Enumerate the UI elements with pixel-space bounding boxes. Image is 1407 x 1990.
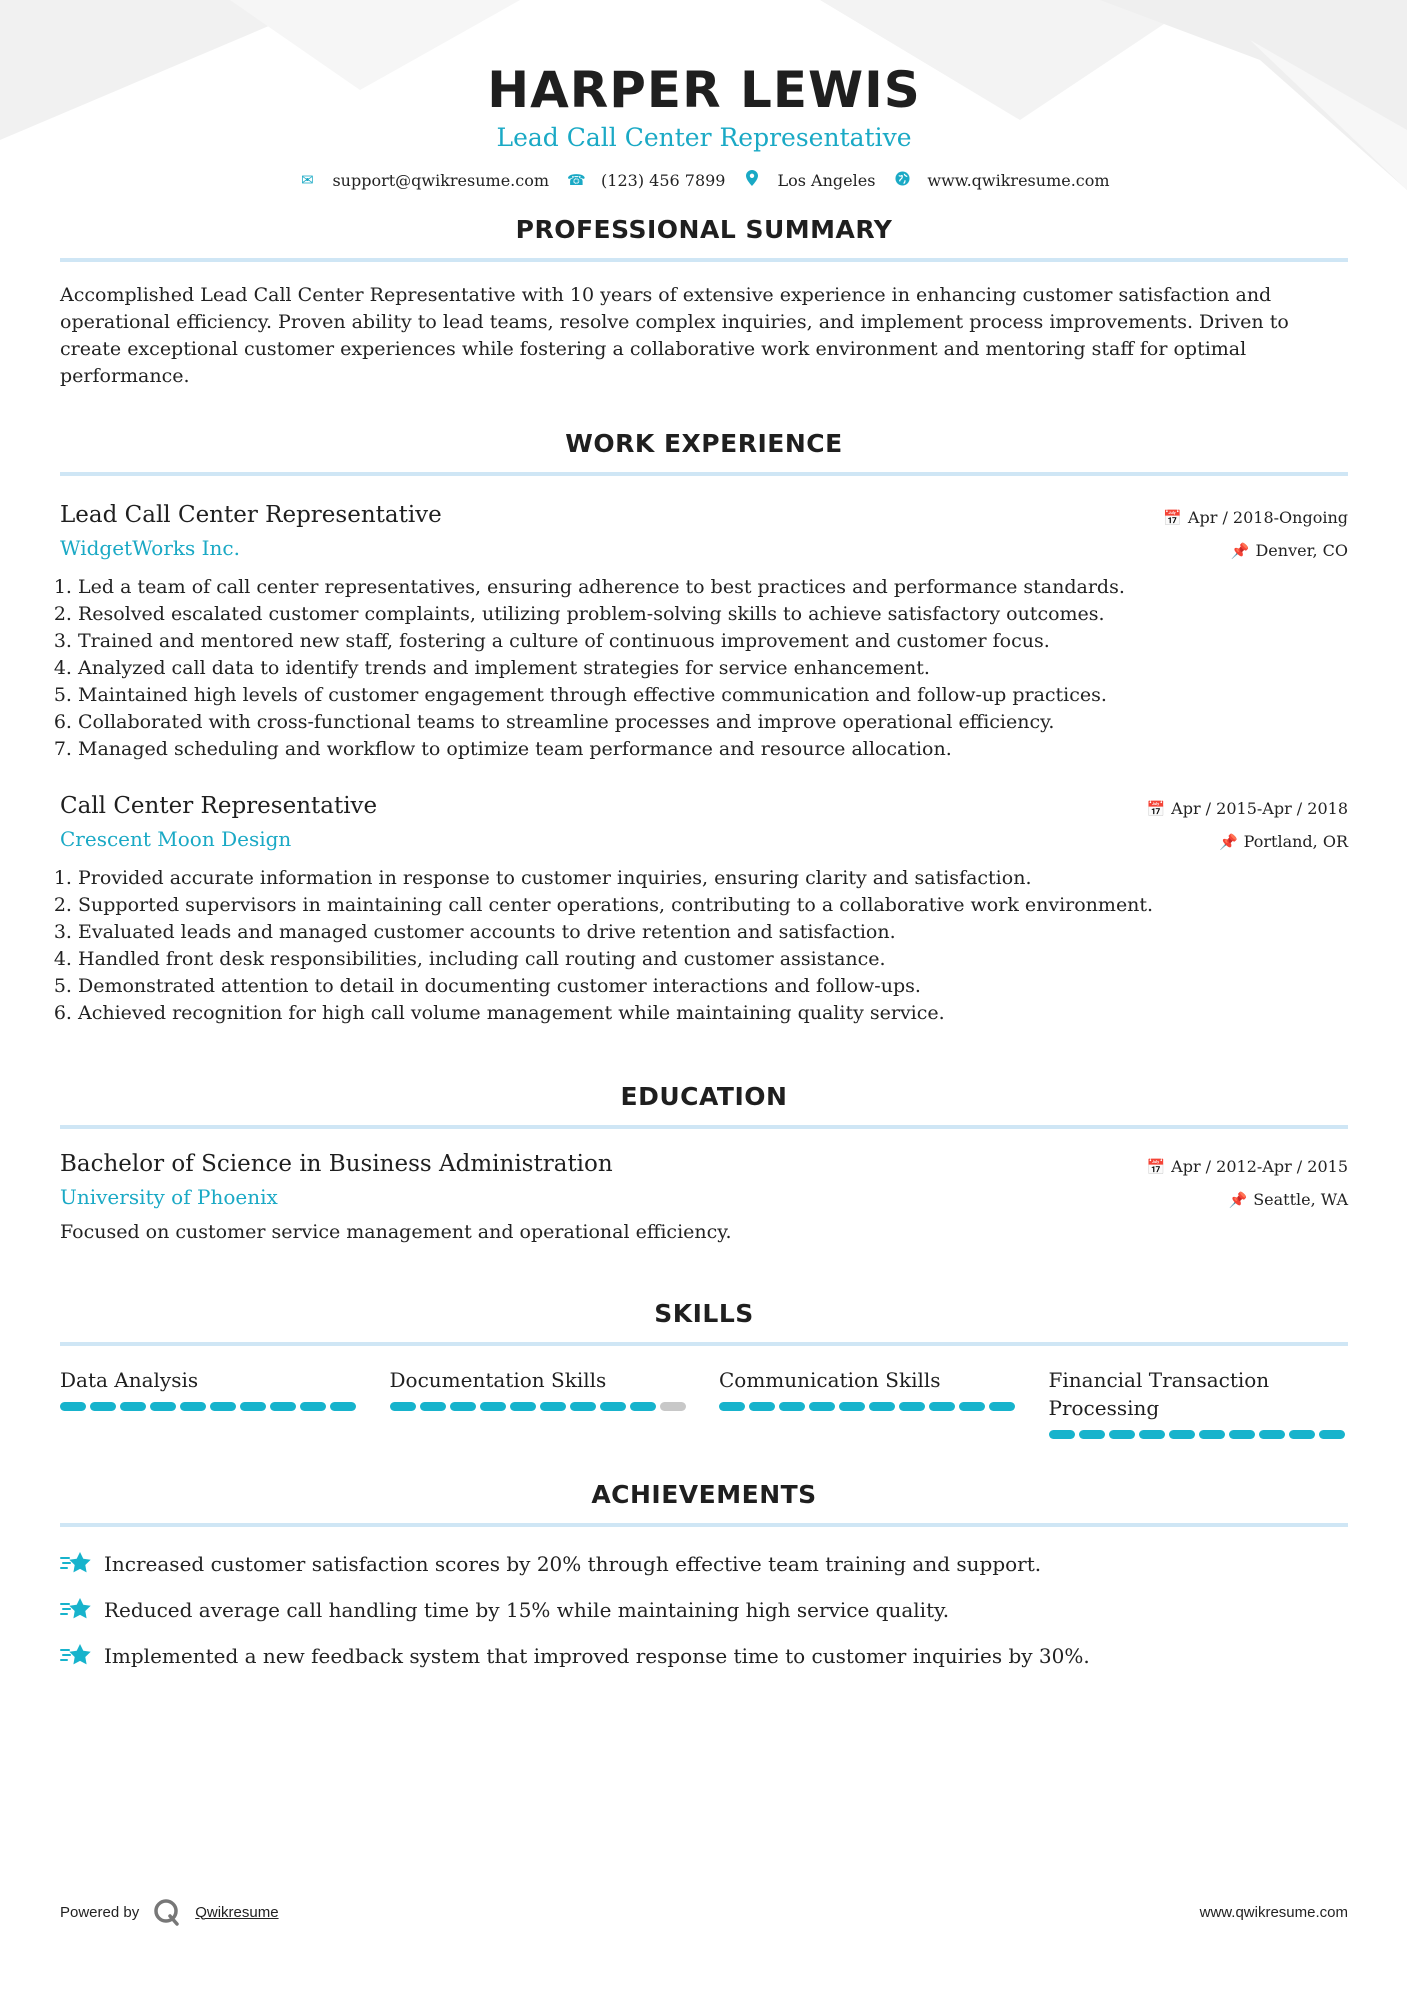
skill-segment-filled: [899, 1402, 925, 1411]
page-footer: [60, 1898, 1348, 1926]
skill-segment-filled: [270, 1402, 296, 1411]
contact-phone[interactable]: [567, 171, 725, 190]
skill-segment-filled: [1109, 1430, 1135, 1439]
skill-level-bar: [719, 1402, 1019, 1411]
skill-segment-filled: [1289, 1430, 1315, 1439]
achievement-item: [60, 1641, 1348, 1671]
skill-item: [60, 1366, 360, 1439]
skill-segment-filled: [540, 1402, 566, 1411]
duty-item: 3. Evaluated leads and managed customer accounts to drive retention and satisfaction.: [78, 919, 1348, 946]
brand-link[interactable]: Qwikresume: [195, 1903, 279, 1921]
company-name: WidgetWorks Inc.: [60, 536, 240, 560]
resume-header: [60, 0, 1348, 190]
skill-segment-filled: [600, 1402, 626, 1411]
achievement-item: [60, 1549, 1348, 1579]
location-text: Los Angeles: [777, 170, 876, 190]
skill-segment-filled: [210, 1402, 236, 1411]
star-icon: [60, 1641, 92, 1671]
skill-segment-filled: [869, 1402, 895, 1411]
location-text: Portland, OR: [1243, 832, 1348, 851]
skill-name: Communication Skills: [719, 1368, 941, 1392]
location-text: Denver, CO: [1255, 541, 1348, 560]
skill-segment-filled: [300, 1402, 326, 1411]
footer-website-link[interactable]: www.qwikresume.com: [1199, 1903, 1348, 1921]
school-name: University of Phoenix: [60, 1185, 278, 1209]
job-dates: [1163, 508, 1348, 527]
skill-segment-filled: [779, 1402, 805, 1411]
skill-segment-filled: [1169, 1430, 1195, 1439]
skill-segment-filled: [749, 1402, 775, 1411]
star-icon: [60, 1595, 92, 1625]
skill-segment-filled: [330, 1402, 356, 1411]
achievement-text: Increased customer satisfaction scores by 20% through effective team training and support.: [104, 1552, 1042, 1576]
duty-item: 2. Supported supervisors in maintaining call center operations, contributing to a collaborative work environment.: [78, 892, 1348, 919]
powered-by-label: Powered by: [60, 1903, 140, 1921]
duty-item: 3. Trained and mentored new staff, fostering a culture of continuous improvement and customer focus.: [78, 628, 1348, 655]
duty-item: 4. Handled front desk responsibilities, including call routing and customer assistance.: [78, 946, 1348, 973]
skill-segment-filled: [1319, 1430, 1345, 1439]
skill-segment-filled: [120, 1402, 146, 1411]
duty-item: 4. Analyzed call data to identify trends and implement strategies for service enhancement.: [78, 655, 1348, 682]
date-text: Apr / 2012-Apr / 2015: [1171, 1157, 1348, 1176]
contact-email[interactable]: [298, 171, 549, 190]
skill-segment-filled: [959, 1402, 985, 1411]
pushpin-icon: 📌: [1230, 541, 1250, 560]
section-divider: [60, 1523, 1348, 1527]
powered-by: [60, 1898, 279, 1926]
date-text: Apr / 2015-Apr / 2018: [1171, 799, 1348, 818]
skill-segment-filled: [180, 1402, 206, 1411]
date-text: Apr / 2018-Ongoing: [1187, 508, 1348, 527]
education-dates: [1146, 1157, 1348, 1176]
summary-heading: PROFESSIONAL SUMMARY: [515, 215, 893, 244]
summary-section: [60, 214, 1348, 390]
achievement-text: Reduced average call handling time by 15% while maintaining high service quality.: [104, 1598, 950, 1622]
skill-name: Financial Transaction Processing: [1048, 1368, 1270, 1420]
globe-icon: [893, 171, 911, 190]
skill-segment-filled: [420, 1402, 446, 1411]
education-entry: [60, 1149, 1348, 1246]
skills-section: [60, 1298, 1348, 1439]
job-entry: [60, 791, 1348, 1027]
skills-heading: SKILLS: [654, 1299, 754, 1328]
email-text: support@qwikresume.com: [332, 170, 550, 190]
skill-segment-filled: [480, 1402, 506, 1411]
contact-location: [743, 170, 875, 190]
skill-segment-filled: [1259, 1430, 1285, 1439]
duty-item: 5. Maintained high levels of customer engagement through effective communication and follow-up practices.: [78, 682, 1348, 709]
skill-segment-filled: [150, 1402, 176, 1411]
skill-segment-filled: [90, 1402, 116, 1411]
skill-segment-filled: [450, 1402, 476, 1411]
skill-segment-filled: [510, 1402, 536, 1411]
qwikresume-logo-icon: [153, 1898, 181, 1926]
job-title: Call Center Representative: [60, 793, 378, 819]
skill-level-bar: [390, 1402, 690, 1411]
contact-bar: [60, 170, 1348, 190]
skill-segment-filled: [1229, 1430, 1255, 1439]
skill-segment-filled: [989, 1402, 1015, 1411]
duty-item: 5. Demonstrated attention to detail in documenting customer interactions and follow-ups.: [78, 973, 1348, 1000]
calendar-icon: 📅: [1146, 1157, 1166, 1176]
skill-item: [1049, 1366, 1349, 1439]
skill-segment-filled: [570, 1402, 596, 1411]
education-section: [60, 1081, 1348, 1246]
skill-segment-filled: [1139, 1430, 1165, 1439]
skill-item: [719, 1366, 1019, 1439]
job-location: [1146, 832, 1348, 851]
skill-segment-filled: [1199, 1430, 1225, 1439]
summary-text: Accomplished Lead Call Center Representative with 10 years of extensive experience in enhancing customer satisfaction and operational efficiency. Proven ability to lead teams, resolve complex inquiries, and implement process improvements. Driven to create exceptional customer experiences while fostering a collaborative work environment and mentoring staff for optimal performance.: [60, 284, 1289, 387]
job-location: [1163, 541, 1348, 560]
job-entry: [60, 500, 1348, 763]
company-name: Crescent Moon Design: [60, 827, 292, 851]
job-title: Lead Call Center Representative: [60, 502, 442, 528]
education-location: [1146, 1190, 1348, 1209]
phone-text: (123) 456 7899: [601, 170, 726, 190]
skill-segment-filled: [630, 1402, 656, 1411]
job-dates: [1146, 799, 1348, 818]
section-divider: [60, 1125, 1348, 1129]
skill-segment-filled: [809, 1402, 835, 1411]
skill-name: Documentation Skills: [389, 1368, 607, 1392]
contact-website[interactable]: [893, 171, 1109, 190]
skill-segment-filled: [929, 1402, 955, 1411]
education-heading: EDUCATION: [620, 1082, 788, 1111]
duty-item: 6. Achieved recognition for high call volume management while maintaining quality service.: [78, 1000, 1348, 1027]
duties-list: [60, 865, 1348, 1027]
experience-heading: WORK EXPERIENCE: [565, 429, 843, 458]
skill-name: Data Analysis: [60, 1368, 199, 1392]
duty-item: 1. Led a team of call center representatives, ensuring adherence to best practices and performance standards.: [78, 574, 1348, 601]
calendar-icon: 📅: [1163, 508, 1182, 527]
candidate-name: HARPER LEWIS: [487, 61, 921, 119]
location-text: Seattle, WA: [1253, 1190, 1348, 1209]
skill-segment-filled: [60, 1402, 86, 1411]
envelope-icon: ✉: [301, 171, 314, 189]
calendar-icon: 📅: [1146, 799, 1166, 818]
section-divider: [60, 472, 1348, 476]
skills-list: [60, 1366, 1348, 1439]
candidate-title: Lead Call Center Representative: [496, 123, 912, 152]
experience-section: [60, 428, 1348, 1027]
education-description: Focused on customer service management and operational efficiency.: [60, 1221, 732, 1243]
skill-level-bar: [1049, 1430, 1349, 1439]
achievements-list: [60, 1549, 1348, 1671]
skill-segment-filled: [390, 1402, 416, 1411]
pushpin-icon: 📌: [1228, 1190, 1248, 1209]
skill-segment-filled: [1049, 1430, 1075, 1439]
skill-level-bar: [60, 1402, 360, 1411]
duty-item: 7. Managed scheduling and workflow to optimize team performance and resource allocation.: [78, 736, 1348, 763]
phone-icon: ☎: [567, 171, 586, 189]
duty-item: 2. Resolved escalated customer complaints, utilizing problem-solving skills to achieve satisfactory outcomes.: [78, 601, 1348, 628]
skill-segment-filled: [240, 1402, 266, 1411]
skill-item: [390, 1366, 690, 1439]
duty-item: 1. Provided accurate information in response to customer inquiries, ensuring clarity and satisfaction.: [78, 865, 1348, 892]
skill-segment-filled: [719, 1402, 745, 1411]
achievements-section: [60, 1479, 1348, 1671]
skill-segment-empty: [660, 1402, 686, 1411]
map-pin-icon: [743, 170, 761, 190]
skill-segment-filled: [1079, 1430, 1105, 1439]
section-divider: [60, 1342, 1348, 1346]
star-icon: [60, 1549, 92, 1579]
section-divider: [60, 258, 1348, 262]
skill-segment-filled: [839, 1402, 865, 1411]
resume-page: [60, 0, 1348, 1687]
achievement-text: Implemented a new feedback system that improved response time to customer inquiries by 30%.: [104, 1644, 1090, 1668]
achievement-item: [60, 1595, 1348, 1625]
degree-title: Bachelor of Science in Business Administration: [60, 1151, 613, 1177]
website-text: www.qwikresume.com: [927, 170, 1110, 190]
duties-list: [60, 574, 1348, 763]
achievements-heading: ACHIEVEMENTS: [591, 1480, 817, 1509]
duty-item: 6. Collaborated with cross-functional teams to streamline processes and improve operational efficiency.: [78, 709, 1348, 736]
pushpin-icon: 📌: [1218, 832, 1238, 851]
